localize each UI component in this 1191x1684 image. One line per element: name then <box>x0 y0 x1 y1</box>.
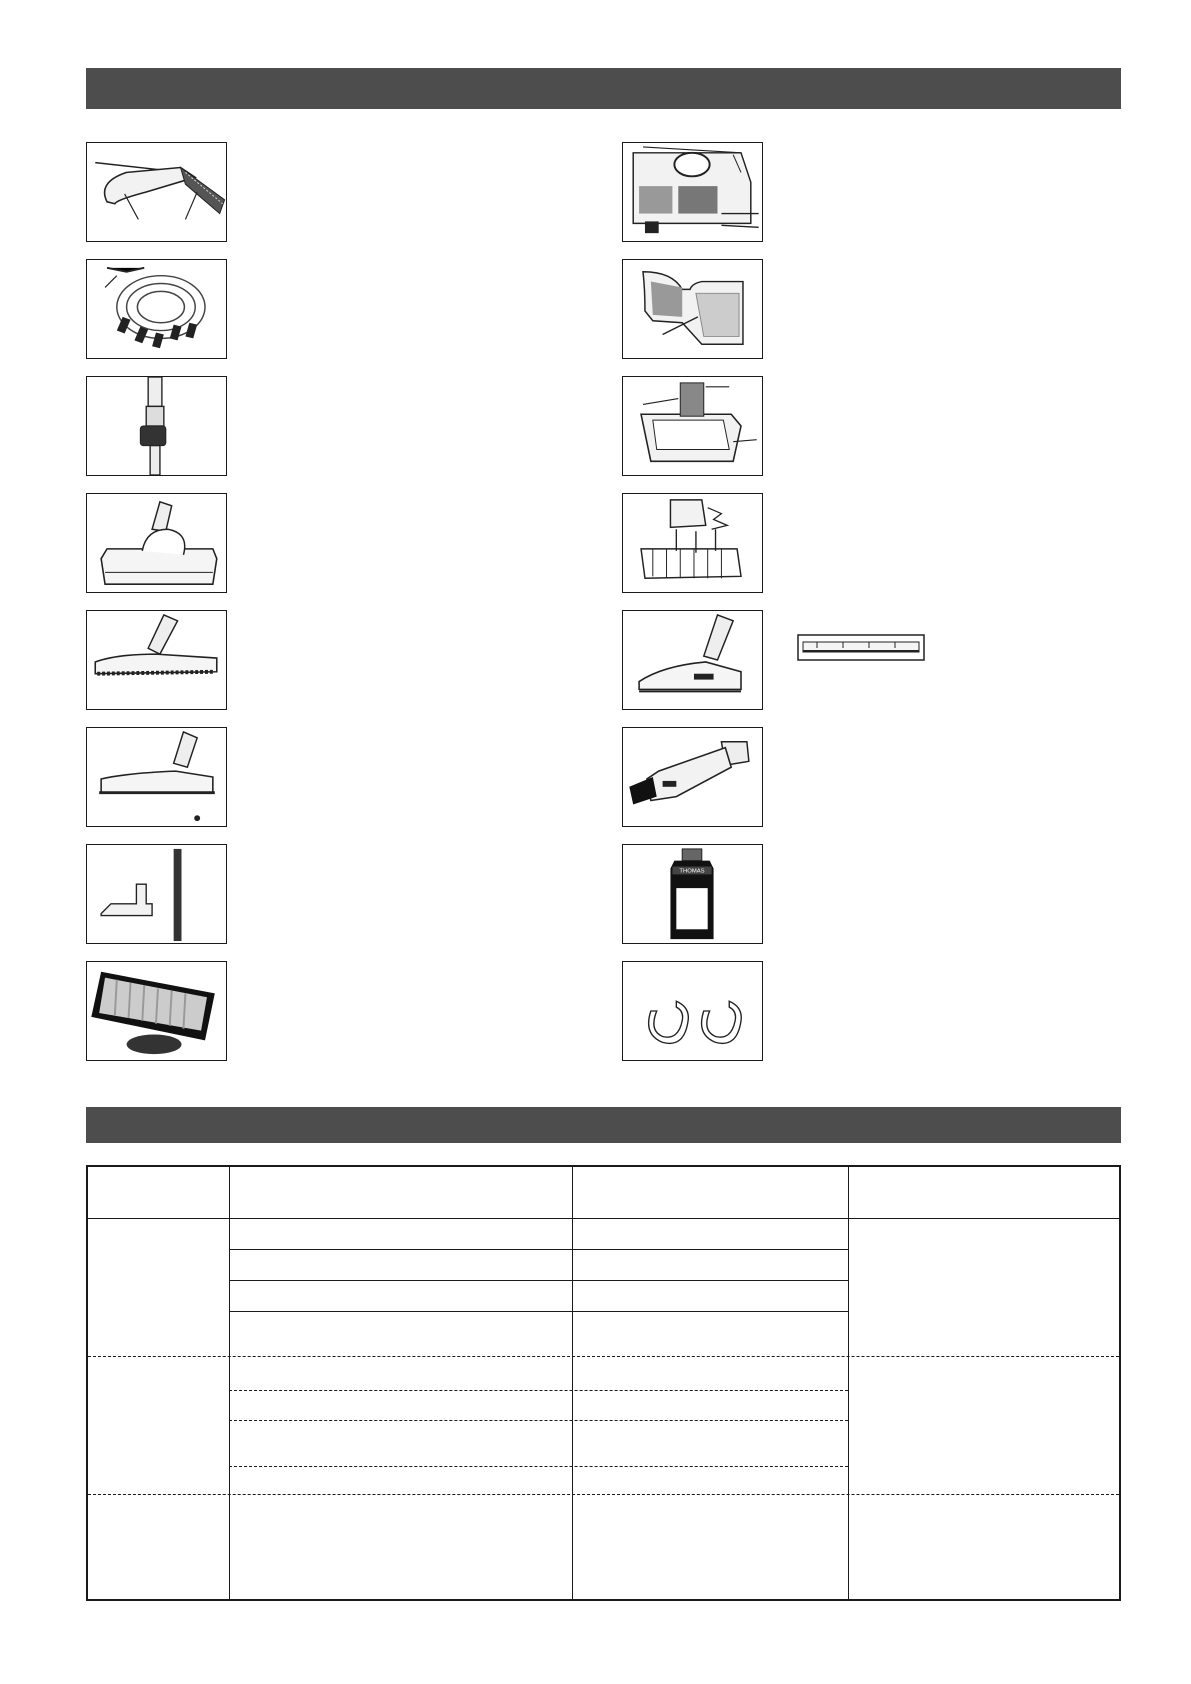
floor-wash-nozzle-icon <box>623 611 762 709</box>
technical-data-section-bar <box>86 1107 1121 1143</box>
accessory-right-5-label <box>946 610 1106 710</box>
hepa-filter-icon <box>87 962 226 1060</box>
accessory-left-8-label <box>240 961 540 1061</box>
accessory-left-1 <box>86 142 227 242</box>
accessory-left-2-label <box>240 259 540 359</box>
accessory-right-8 <box>622 961 763 1061</box>
accessory-left-3-label <box>240 376 540 476</box>
accessories-section-bar <box>86 68 1121 109</box>
detergent-bottle-icon <box>623 845 762 943</box>
cable-with-clips-icon <box>87 260 226 358</box>
accessory-right-4-label <box>776 493 1076 593</box>
accessory-right-7-label <box>776 844 1076 944</box>
accessory-right-2-label <box>776 259 1076 359</box>
accessory-right-1 <box>622 142 763 242</box>
accessory-right-3 <box>622 376 763 476</box>
bottle-brand-label: THOMAS <box>679 868 705 875</box>
filter-insert-icon <box>623 260 762 358</box>
handle-with-hose-icon <box>87 143 226 241</box>
hose-clips-icon <box>623 962 762 1060</box>
technical-data-table <box>86 1165 1121 1601</box>
turbo-brush-icon <box>87 728 226 826</box>
accessory-left-6-label <box>240 727 540 827</box>
accessory-left-3 <box>86 376 227 476</box>
adapter-strip-icon <box>797 634 925 661</box>
parquet-brush-icon <box>87 611 226 709</box>
accessory-left-4 <box>86 493 227 593</box>
accessory-left-7 <box>86 844 227 944</box>
foam-insert-icon <box>623 494 762 592</box>
accessory-right-7 <box>622 844 763 944</box>
accessory-left-5 <box>86 610 227 710</box>
accessory-right-2 <box>622 259 763 359</box>
accessory-right-6 <box>622 727 763 827</box>
water-filter-box-icon <box>623 143 762 241</box>
accessory-left-7-label <box>240 844 540 944</box>
accessory-left-6 <box>86 727 227 827</box>
accessory-left-8 <box>86 961 227 1061</box>
upholstery-wash-nozzle-icon <box>623 728 762 826</box>
accessory-left-5-label <box>240 610 540 710</box>
telescopic-tube-icon <box>87 377 226 475</box>
accessory-right-8-label <box>776 961 1076 1061</box>
accessory-right-5 <box>622 610 763 710</box>
accessory-left-4-label <box>240 493 540 593</box>
accessory-right-6-label <box>776 727 1076 827</box>
fresh-water-tank-icon <box>623 377 762 475</box>
accessory-right-1-label <box>776 142 1076 242</box>
accessory-left-2 <box>86 259 227 359</box>
floor-nozzle-icon <box>87 494 226 592</box>
accessory-right-3-label <box>776 376 1076 476</box>
accessory-right-4 <box>622 493 763 593</box>
upholstery-and-crevice-nozzle-icon <box>87 845 226 943</box>
accessory-left-1-label <box>240 142 540 242</box>
